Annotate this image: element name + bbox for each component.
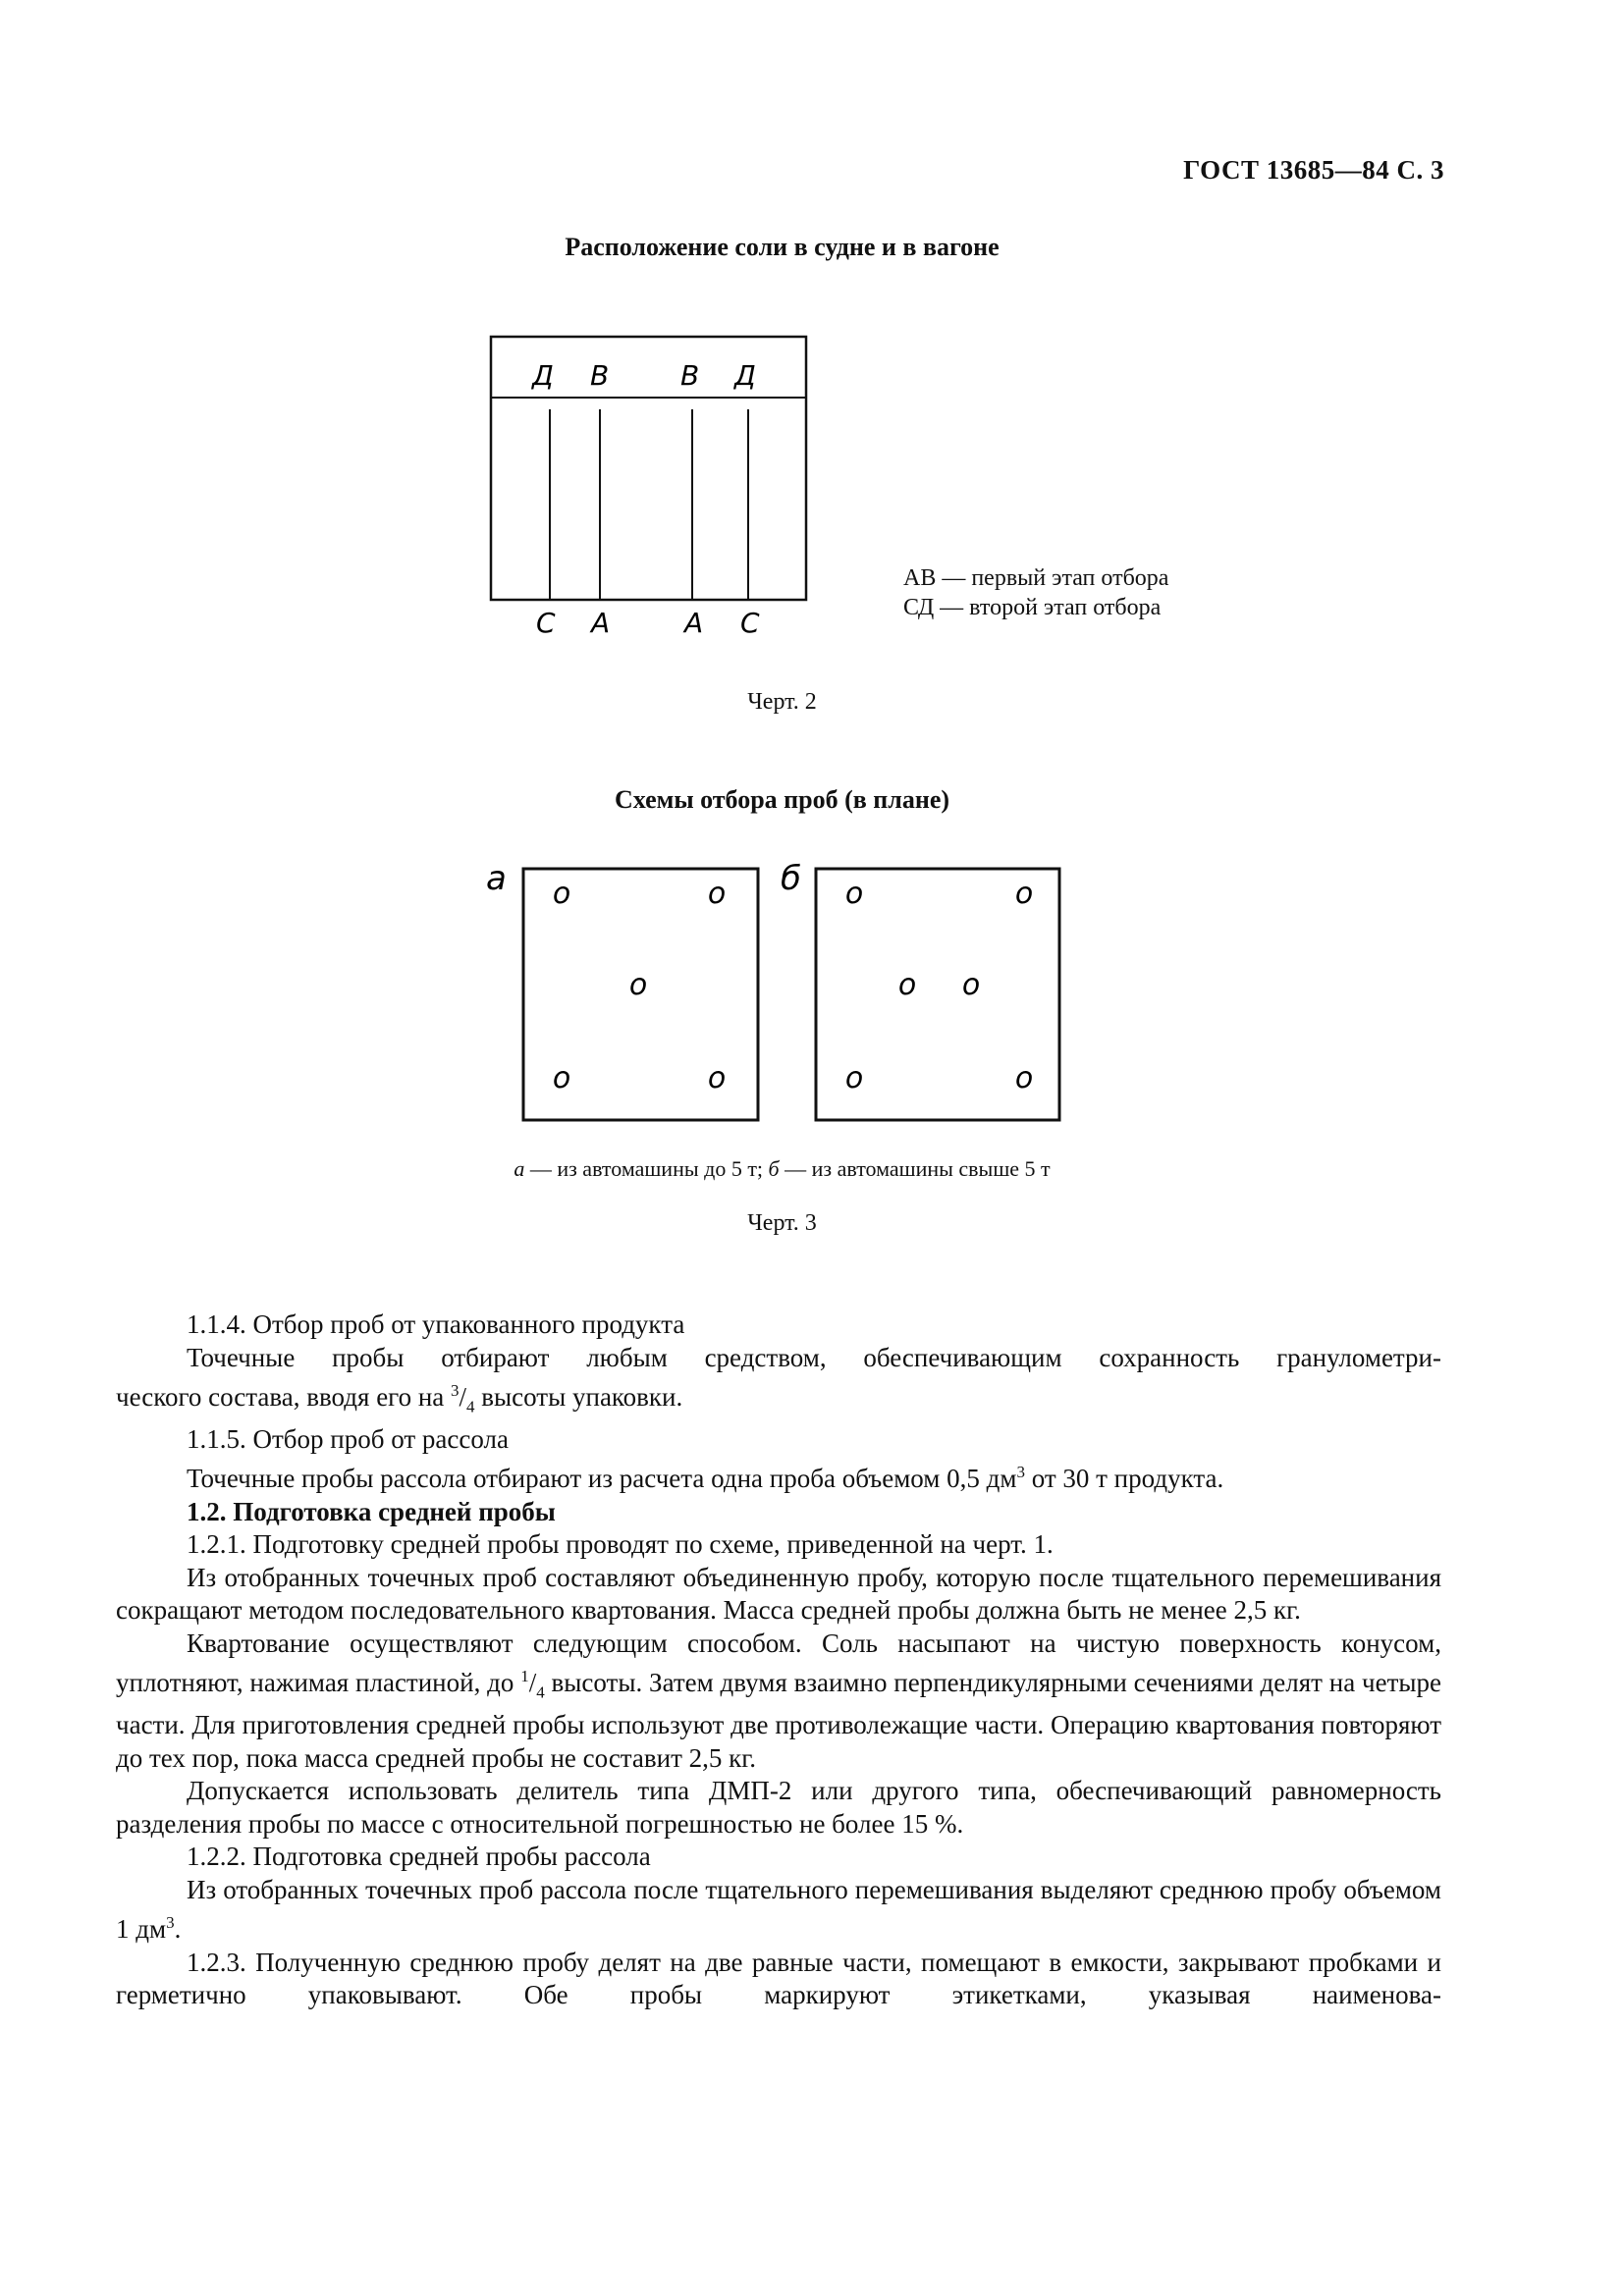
section-heading: 1.2. Подготовка средней пробы <box>187 1496 556 1526</box>
top-label-2: В <box>590 359 610 392</box>
sample-point: о <box>844 877 864 911</box>
sample-point: о <box>961 968 981 1002</box>
scheme-label-a: а <box>486 859 507 898</box>
paragraph: Точечные пробы отбирают любым средством, обеспечивающим сохранность гранулометри- <box>187 1342 1441 1372</box>
body-text <box>116 1308 1441 2012</box>
section-heading: 1.1.5. Отбор проб от рассола <box>187 1423 509 1454</box>
scheme-a-points <box>553 877 726 1095</box>
sample-point: о <box>552 877 571 911</box>
sample-point: о <box>707 877 727 911</box>
figure2-legend <box>903 563 1168 622</box>
figure3-diagram <box>471 852 1080 1127</box>
sample-point: о <box>628 968 648 1002</box>
sample-point: о <box>897 968 917 1002</box>
bottom-label-4: С <box>740 607 760 639</box>
scheme-b-points <box>845 877 1033 1095</box>
sample-point: о <box>1014 1061 1034 1095</box>
paragraph: Из отобранных точечных проб составляют объединенную пробу, которую после тщательного перемешивания сокращают методом последовательного квартования. Масса средней пробы должна быть не менее 2,5 кг. <box>116 1562 1441 1626</box>
figure3-title: Схемы отбора проб (в плане) <box>614 785 950 814</box>
paragraph: ческого состава, вводя его на $^3/_4$ высоты упаковки. <box>116 1381 683 1416</box>
top-label-4: Д <box>734 359 756 392</box>
top-label-1: Д <box>532 359 554 392</box>
paragraph: Точечные пробы рассола отбирают из расчета одна проба объемом 0,5 $дм^3$ от 30 т продукта. <box>187 1463 1224 1494</box>
paragraph: 1.2.3. Полученную среднюю пробу делят на две равные части, помещают в емкости, закрывают пробками и герметично упаковывают. Обе пробы маркируют этикетками, указывая наименова- <box>116 1947 1441 2010</box>
paragraph: 1.2.1. Подготовку средней пробы проводят по схеме, приведенной на черт. 1. <box>187 1529 1054 1560</box>
paragraph: Допускается использовать делитель типа ДМП-2 или другого типа, обеспечивающий равномерность разделения пробы по массе с относительной погрешностью не более 15 %. <box>116 1776 1441 1839</box>
legend-item: СД — второй этап отбора <box>903 595 1162 620</box>
figure2-diagram <box>481 329 815 643</box>
section-heading: 1.1.4. Отбор проб от упакованного продукта <box>187 1309 685 1339</box>
scheme-label-b: б <box>781 859 801 898</box>
sample-point: о <box>552 1061 571 1095</box>
paragraph: Из отобранных точечных проб рассола после тщательного перемешивания выделяют среднюю пробу объемом 1 $дм^3$. <box>116 1874 1441 1945</box>
bottom-label-1: С <box>536 607 556 639</box>
section-heading: 1.2.2. Подготовка средней пробы рассола <box>187 1842 651 1872</box>
figure2-caption: Черт. 2 <box>747 689 817 715</box>
figure3-caption: Черт. 3 <box>747 1210 817 1236</box>
page-header: ГОСТ 13685—84 С. 3 <box>1183 155 1444 185</box>
sample-point: о <box>707 1061 727 1095</box>
legend-item: АВ — первый этап отбора <box>903 565 1169 591</box>
paragraph: Квартование осуществляют следующим способом. Соль насыпают на чистую поверхность конусом, уплотняют, нажимая пластиной, до $^1/_4$ высоты. Затем двумя взаимно перпендикулярными сечениями делят на четыре части. Для приготовления средней пробы используют две противолежащие части. Операцию квартования повторяют до тех пор, пока масса средней пробы не составит 2,5 кг. <box>116 1628 1441 1773</box>
top-label-3: В <box>680 359 700 392</box>
bottom-label-3: А <box>684 607 704 639</box>
sample-point: о <box>844 1061 864 1095</box>
bottom-label-2: А <box>591 607 611 639</box>
figure3-legend: а — из автомашины до 5 т; б — из автомашины свыше 5 т <box>514 1156 1051 1181</box>
figure2-title: Расположение соли в судне и в вагоне <box>565 233 1000 261</box>
sample-point: о <box>1014 877 1034 911</box>
